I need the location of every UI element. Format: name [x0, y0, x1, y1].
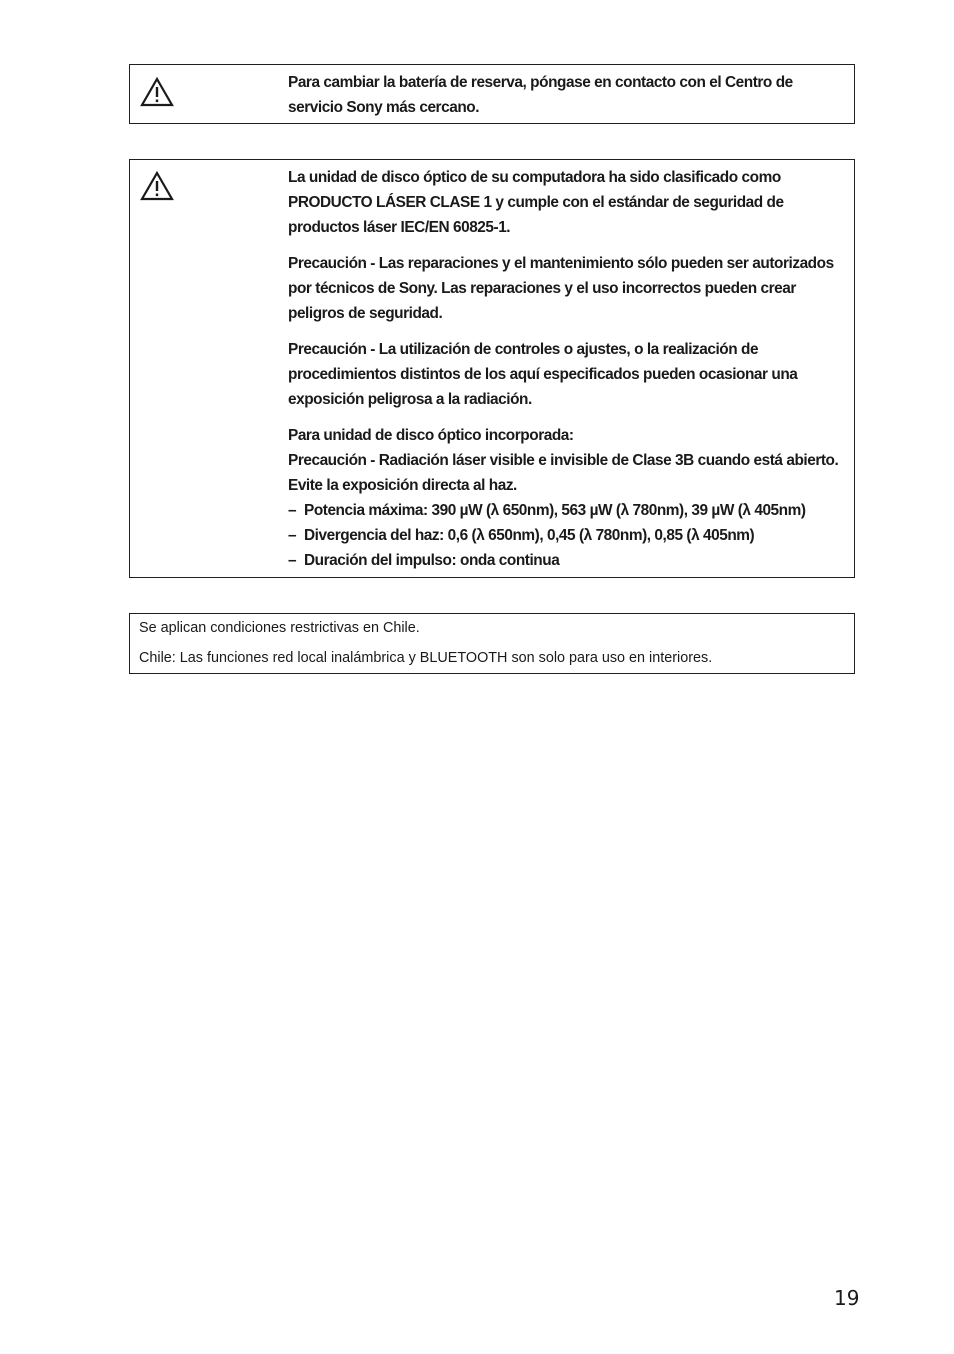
caution-box-battery: [129, 64, 855, 124]
caution-text: [288, 165, 848, 573]
dash-bullet: –: [288, 527, 297, 544]
caution-battery-text: Para cambiar la batería de reserva, póngase en contacto con el Centro de servicio Sony más cercano.: [288, 74, 793, 116]
radiation-heading: Para unidad de disco óptico incorporada:: [288, 427, 574, 444]
laser-class-paragraph: La unidad de disco óptico de su computadora ha sido clasificado como PRODUCTO LÁSER CLASE 1 y cumple con el estándar de seguridad de productos láser IEC/EN 60825-1.: [288, 169, 784, 236]
radiation-caution-paragraph: [288, 423, 848, 573]
chile-notice-box: [129, 613, 855, 674]
warning-triangle-icon: [140, 77, 174, 107]
spec-beam-divergence: Divergencia del haz: 0,6 (λ 650nm), 0,45 (λ 780nm), 0,85 (λ 405nm): [304, 527, 755, 544]
dash-bullet: –: [288, 552, 297, 569]
chile-notice-line-2: Chile: Las funciones red local inalámbrica y BLUETOOTH son solo para uso en interiores.: [139, 650, 713, 666]
caution-box-laser: [129, 159, 855, 578]
radiation-body: Precaución - Radiación láser visible e invisible de Clase 3B cuando está abierto. Evite la exposición directa al haz.: [288, 452, 839, 494]
spec-item: [288, 548, 848, 573]
chile-notice-line-1: Se aplican condiciones restrictivas en Chile.: [139, 620, 420, 636]
repair-caution-paragraph: Precaución - Las reparaciones y el mantenimiento sólo pueden ser autorizados por técnicos de Sony. Las reparaciones y el uso incorrectos pueden crear peligros de seguridad.: [288, 255, 834, 322]
spec-item: [288, 523, 848, 548]
warning-triangle-icon: [140, 171, 174, 201]
spec-pulse-duration: Duración del impulso: onda continua: [304, 552, 560, 569]
spec-max-power: Potencia máxima: 390 µW (λ 650nm), 563 µW (λ 780nm), 39 µW (λ 405nm): [304, 502, 806, 519]
spec-item: [288, 498, 848, 523]
dash-bullet: –: [288, 502, 297, 519]
page-number: 19: [834, 1286, 860, 1310]
controls-caution-paragraph: Precaución - La utilización de controles o ajustes, o la realización de procedimientos distintos de los aquí especificados pueden ocasionar una exposición peligrosa a la radiación.: [288, 341, 798, 408]
caution-text: [288, 70, 848, 120]
